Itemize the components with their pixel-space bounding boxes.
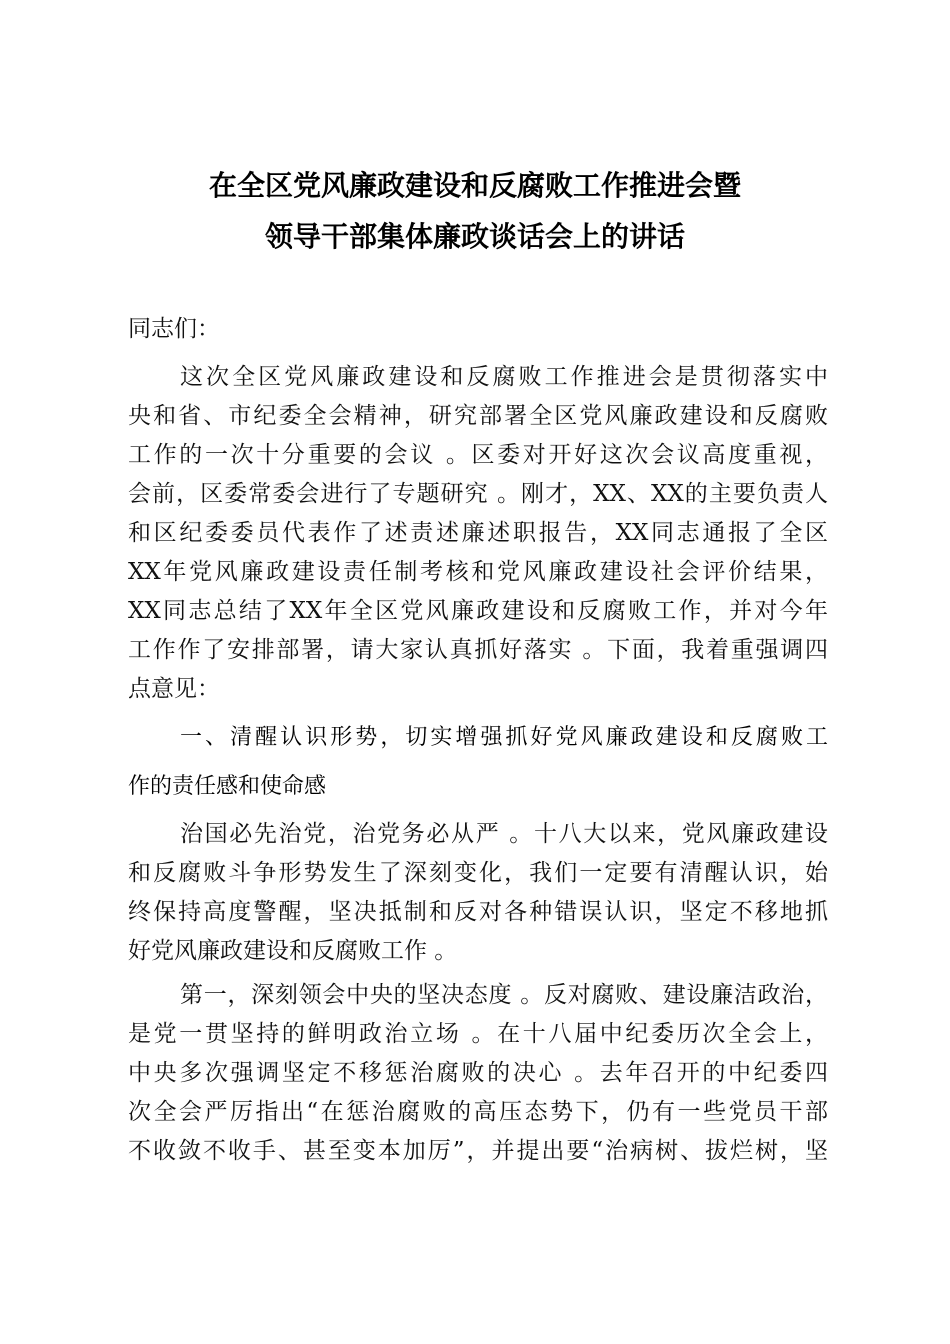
paragraph-3-line: 次全会严厉指出“在惩治腐败的高压态势下，仍有一些党员干部 — [128, 1099, 828, 1125]
paragraph-2-line: 和反腐败斗争形势发生了深刻变化，我们一定要有清醒认识，始 — [128, 860, 828, 886]
paragraph-1-line: 会前，区委常委会进行了专题研究 。刚才，XX、XX的主要负责人 — [128, 481, 828, 507]
paragraph-1-line: XX同志总结了XX年全区党风廉政建设和反腐败工作，并对今年 — [128, 598, 828, 624]
paragraph-1-line: 这次全区党风廉政建设和反腐败工作推进会是贯彻落实中 — [180, 364, 828, 390]
paragraph-3-line: 中央多次强调坚定不移惩治腐败的决心 。去年召开的中纪委四 — [128, 1060, 828, 1086]
paragraph-3-line: 不收敛不收手、甚至变本加厉”，并提出要“治病树、拔烂树，坚 — [128, 1138, 828, 1164]
paragraph-1-line: 点意见： — [128, 676, 220, 702]
paragraph-1-line: 工作的一次十分重要的会议 。区委对开好这次会议高度重视， — [128, 442, 828, 468]
paragraph-1-line: 和区纪委委员代表作了述责述廉述职报告，XX同志通报了全区 — [128, 520, 828, 546]
section-heading-1: 一、清醒认识形势，切实增强抓好党风廉政建设和反腐败工 — [180, 725, 828, 750]
paragraph-1-line: 央和省、市纪委全会精神，研究部署全区党风廉政建设和反腐败 — [128, 403, 828, 429]
document-title-line-1: 在全区党风廉政建设和反腐败工作推进会暨 — [208, 169, 741, 202]
section-heading-1-cont: 作的责任感和使命感 — [128, 774, 327, 799]
paragraph-3-line: 是党一贯坚持的鲜明政治立场 。在十八届中纪委历次全会上， — [128, 1021, 828, 1047]
salutation: 同志们： — [128, 316, 220, 342]
paragraph-1-line: XX年党风廉政建设责任制考核和党风廉政建设社会评价结果， — [128, 559, 828, 585]
paragraph-3-line: 第一，深刻领会中央的坚决态度 。反对腐败、建设廉洁政治， — [180, 982, 828, 1008]
document-title-line-2: 领导干部集体廉政谈话会上的讲话 — [264, 220, 685, 253]
paragraph-2-line: 治国必先治党，治党务必从严 。十八大以来，党风廉政建设 — [180, 821, 828, 847]
paragraph-2-line: 终保持高度警醒，坚决抵制和反对各种错误认识，坚定不移地抓 — [128, 899, 828, 925]
paragraph-2-line: 好党风廉政建设和反腐败工作 。 — [128, 938, 458, 964]
paragraph-1-line: 工作作了安排部署，请大家认真抓好落实 。下面，我着重强调四 — [128, 637, 828, 663]
